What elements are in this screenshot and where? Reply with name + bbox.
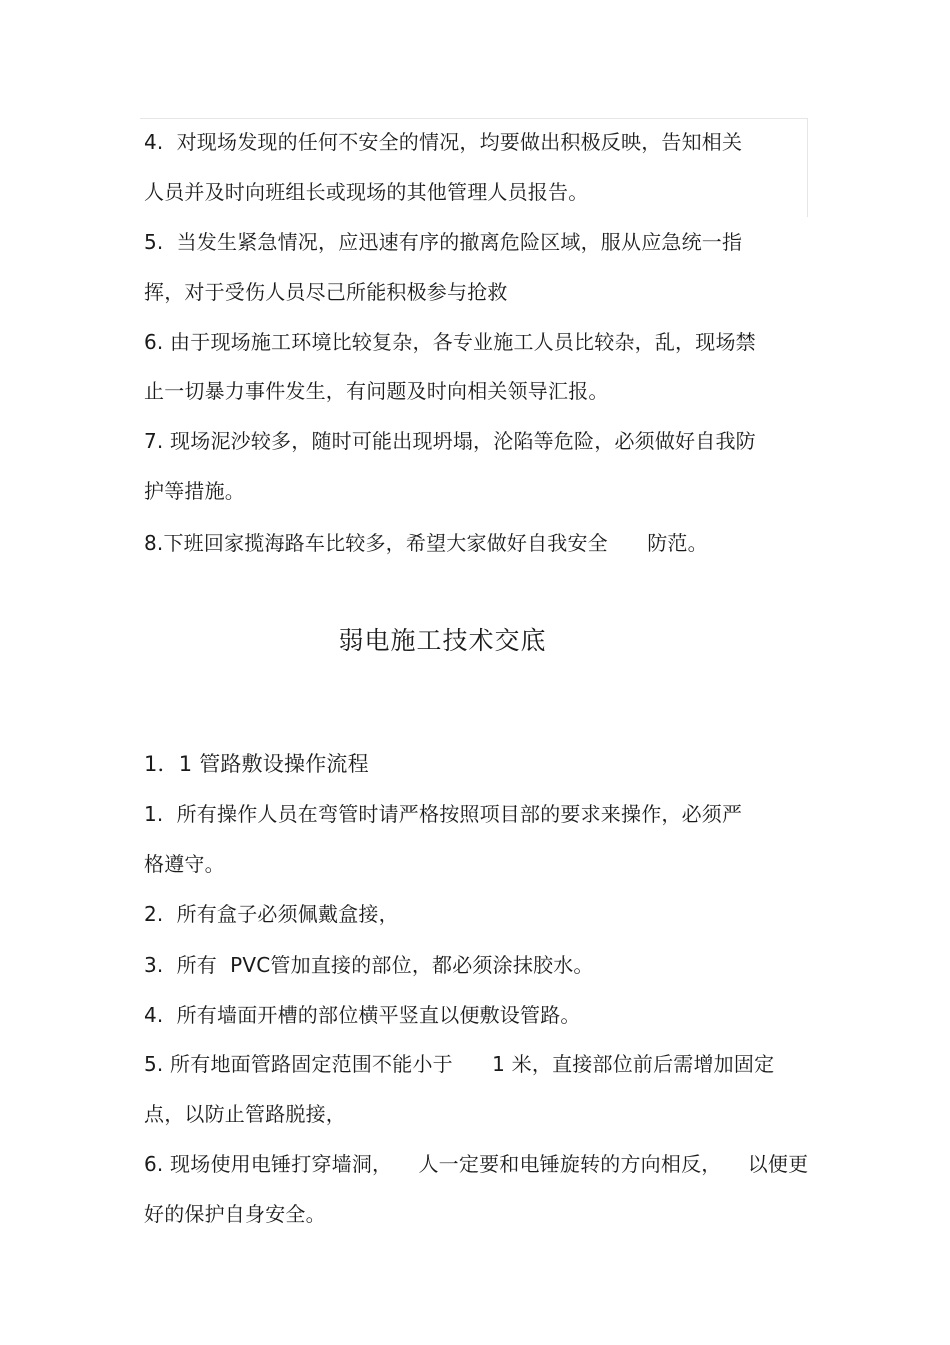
safety-item-5-line-1: 5. 当发生紧急情况，应迅速有序的撤离危险区域，服从应急统一指 bbox=[144, 230, 743, 254]
safety-item-7-line-2: 护等措施。 bbox=[144, 479, 245, 503]
safety-item-7-line-1: 7. 现场泥沙较多，随时可能出现坍塌，沦陷等危险，必须做好自我防 bbox=[144, 429, 756, 453]
section-heading: 1．1 管路敷设操作流程 bbox=[144, 752, 369, 776]
safety-item-4-line-2: 人员并及时向班组长或现场的其他管理人员报告。 bbox=[144, 180, 589, 204]
safety-item-6-line-1: 6. 由于现场施工环境比较复杂，各专业施工人员比较杂，乱，现场禁 bbox=[144, 330, 756, 354]
procedure-item-5-line-1: 5. 所有地面管路固定范围不能小于 1 米，直接部位前后需增加固定 bbox=[144, 1052, 775, 1076]
safety-item-6-line-2: 止一切暴力事件发生，有问题及时向相关领导汇报。 bbox=[144, 379, 609, 403]
safety-item-8: 8.下班回家揽海路车比较多，希望大家做好自我安全 防范。 bbox=[144, 531, 708, 555]
procedure-item-1-line-1: 1. 所有操作人员在弯管时请严格按照项目部的要求来操作，必须严 bbox=[144, 802, 743, 826]
safety-item-4-line-1: 4. 对现场发现的任何不安全的情况，均要做出积极反映，告知相关 bbox=[144, 130, 743, 154]
procedure-item-3: 3. 所有 PVC管加直接的部位，都必须涂抹胶水。 bbox=[144, 953, 594, 977]
page-title: 弱电施工技术交底 bbox=[338, 626, 547, 655]
procedure-item-6-line-1: 6. 现场使用电锤打穿墙洞， 人一定要和电锤旋转的方向相反， 以便更 bbox=[144, 1152, 809, 1176]
procedure-item-4: 4. 所有墙面开槽的部位横平竖直以便敷设管路。 bbox=[144, 1003, 581, 1027]
safety-item-5-line-2: 挥，对于受伤人员尽己所能积极参与抢救 bbox=[144, 280, 508, 304]
procedure-item-2: 2. 所有盒子必须佩戴盒接， bbox=[144, 902, 399, 926]
procedure-item-5-line-2: 点，以防止管路脱接， bbox=[144, 1102, 346, 1126]
procedure-item-1-line-2: 格遵守。 bbox=[144, 852, 225, 876]
procedure-item-6-line-2: 好的保护自身安全。 bbox=[144, 1202, 326, 1226]
